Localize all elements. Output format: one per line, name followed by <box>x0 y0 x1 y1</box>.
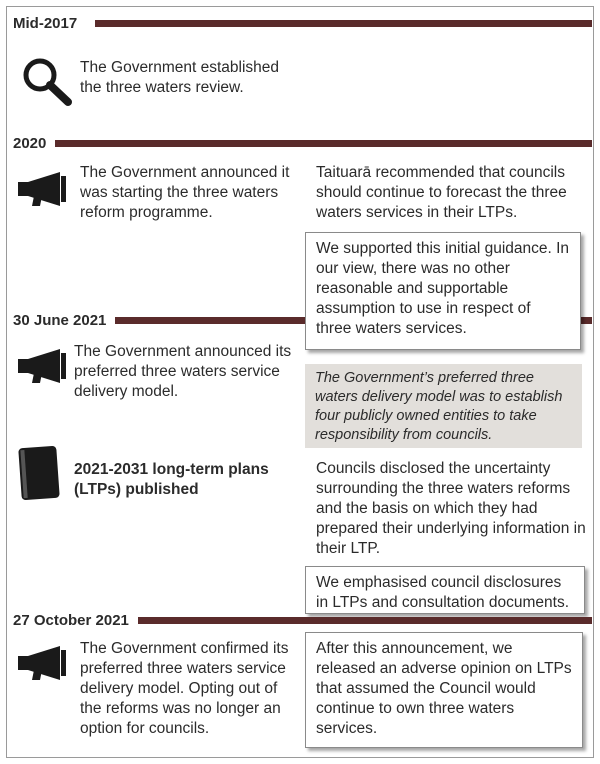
megaphone-icon <box>16 646 70 682</box>
timeline-bar <box>138 617 592 624</box>
timeline-bar <box>95 20 592 27</box>
date-heading-2020: 2020 <box>13 135 47 152</box>
event-preferred-model: The Government announced its preferred three waters service delivery model. <box>74 343 292 400</box>
date-heading-30-june-2021: 30 June 2021 <box>13 312 107 329</box>
event-ltps-published: 2021-2031 long-term plans (LTPs) published <box>74 461 269 498</box>
event-review-established: The Government established the three waters review. <box>80 59 280 96</box>
date-heading-mid-2017: Mid-2017 <box>13 15 78 32</box>
response-taituara: Taituarā recommended that councils should continue to forecast the three waters services in their LTPs. <box>316 164 567 221</box>
comment-adverse-opinion: After this announcement, we released an adverse opinion on LTPs that assumed the Council would continue to own three waters services. <box>305 632 583 748</box>
note-delivery-model: The Government’s preferred three waters delivery model was to establish four publicly owned entities to take responsibility from councils. <box>305 364 582 448</box>
event-reform-programme: The Government announced it was starting the three waters reform programme. <box>80 164 290 221</box>
book-icon <box>16 445 62 503</box>
comment-emphasised-disclosures: We emphasised council disclosures in LTPs and consultation documents. <box>305 566 585 614</box>
timeline-bar <box>55 140 592 147</box>
megaphone-icon <box>16 349 70 385</box>
magnifier-icon <box>20 55 74 107</box>
date-heading-27-october-2021: 27 October 2021 <box>13 612 129 629</box>
event-model-confirmed: The Government confirmed its preferred three waters service delivery model. Opting out of the reforms was no longer an option for councils. <box>80 640 289 737</box>
megaphone-icon <box>16 172 70 208</box>
response-councils-disclosed: Councils disclosed the uncertainty surrounding the three waters reforms and the basis on which they had prepared their underlying information in their LTP. <box>316 460 586 557</box>
comment-supported-guidance: We supported this initial guidance. In our view, there was no other reasonable and supportable assumption to use in respect of three waters services. <box>305 232 581 350</box>
